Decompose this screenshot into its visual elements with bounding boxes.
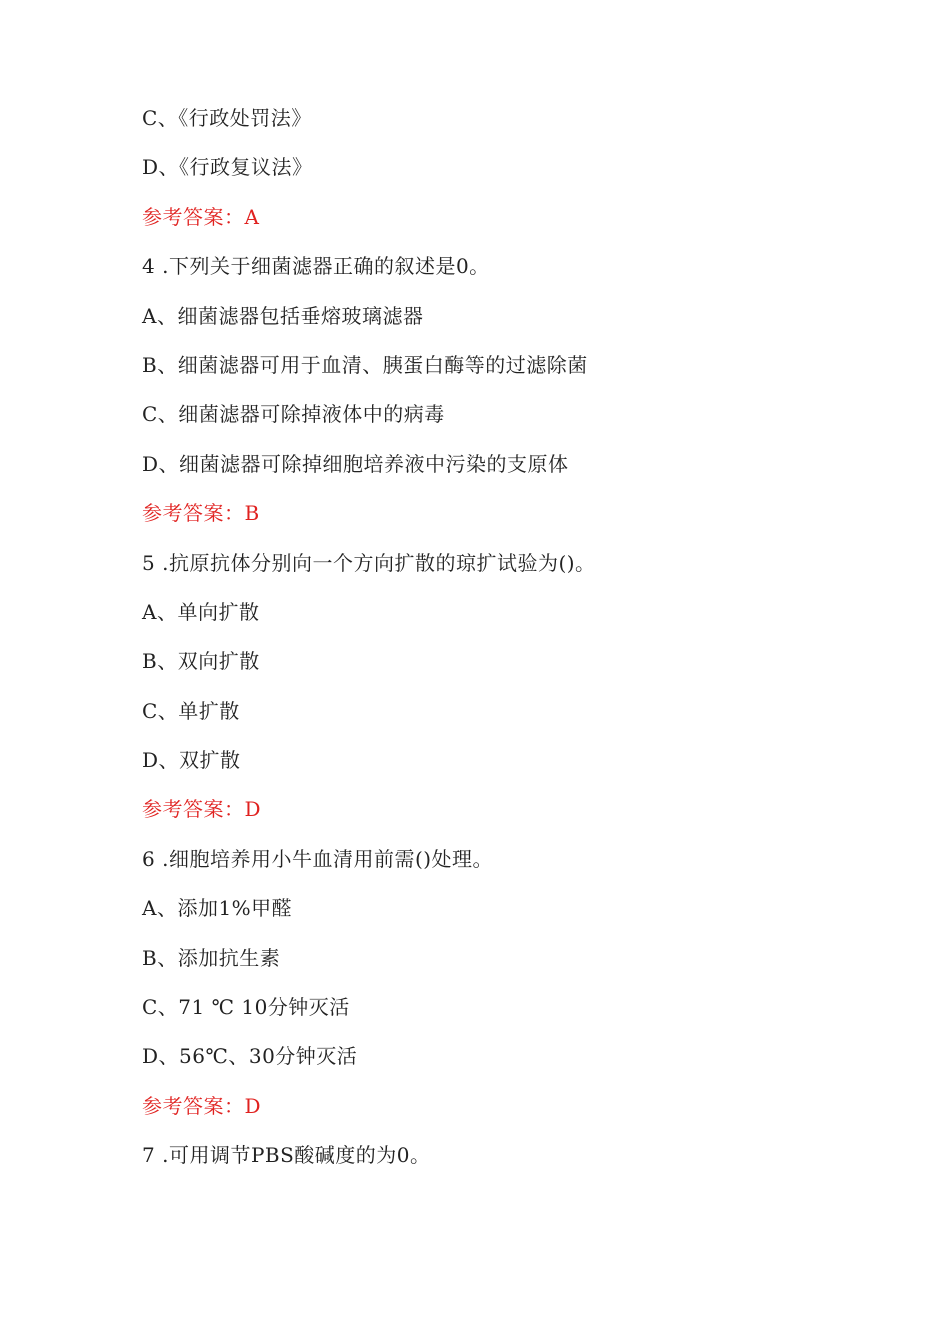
question-4: 4 .下列关于细菌滤器正确的叙述是0。 — [142, 254, 490, 278]
option-c-q5: C、单扩散 — [142, 699, 240, 723]
question-7: 7 .可用调节PBS酸碱度的为0。 — [142, 1143, 431, 1167]
answer-q3: 参考答案：A — [142, 205, 260, 229]
answer-q5: 参考答案：D — [142, 797, 262, 821]
option-d-q4: D、细菌滤器可除掉细胞培养液中污染的支原体 — [142, 452, 569, 476]
option-c-q4: C、细菌滤器可除掉液体中的病毒 — [142, 402, 445, 426]
option-b-q5: B、双向扩散 — [142, 649, 260, 673]
question-6: 6 .细胞培养用小牛血清用前需()处理。 — [142, 847, 494, 871]
answer-q6: 参考答案：D — [142, 1094, 262, 1118]
option-d-q6: D、56℃、30分钟灭活 — [142, 1044, 358, 1068]
option-b-q6: B、添加抗生素 — [142, 946, 281, 970]
option-a-q5: A、单向扩散 — [142, 600, 260, 624]
answer-q4: 参考答案：B — [142, 501, 260, 525]
option-a-q4: A、细菌滤器包括垂熔玻璃滤器 — [142, 304, 424, 328]
option-c-q6: C、71 ℃ 10分钟灭活 — [142, 995, 350, 1019]
option-c-q3: C、《行政处罚法》 — [142, 106, 312, 130]
option-a-q6: A、添加1%甲醛 — [142, 896, 293, 920]
option-d-q5: D、双扩散 — [142, 748, 241, 772]
question-5: 5 .抗原抗体分别向一个方向扩散的琼扩试验为()。 — [142, 551, 596, 575]
option-b-q4: B、细菌滤器可用于血清、胰蛋白酶等的过滤除菌 — [142, 353, 588, 377]
option-d-q3: D、《行政复议法》 — [142, 155, 313, 179]
